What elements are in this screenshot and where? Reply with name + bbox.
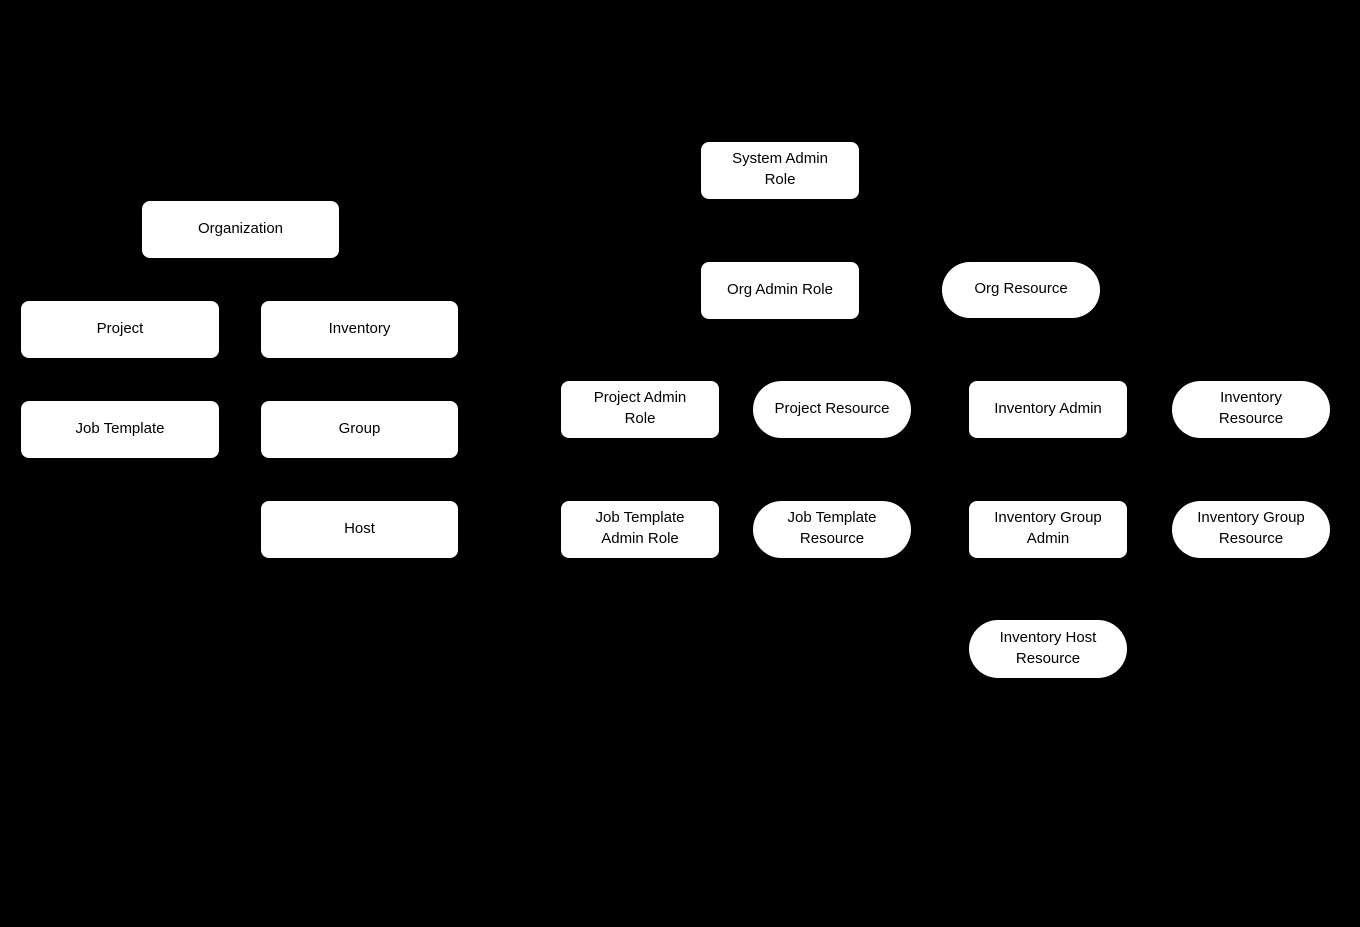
diagram-node-org-admin-role <box>701 262 859 319</box>
node-label: Resource <box>799 530 865 547</box>
node-label: Resource <box>1218 530 1284 547</box>
node-label: Job Template <box>595 509 685 526</box>
diagram-node-inventory <box>261 301 458 358</box>
diagram-node-job-template-admin-role <box>561 501 719 558</box>
node-label: Role <box>764 171 796 188</box>
diagram-node-system-admin-role <box>701 142 859 199</box>
node-label: Group <box>338 419 381 437</box>
diagram-node-inventory-group-admin <box>969 501 1127 558</box>
node-label: Resource <box>1015 649 1081 667</box>
node-label: Inventory <box>328 319 391 337</box>
node-label: Inventory Host <box>999 628 1097 646</box>
node-label: Org Admin Role <box>727 280 833 298</box>
diagram-node-project-admin-role <box>561 381 719 438</box>
node-label: Job Template <box>787 509 877 526</box>
diagram-node-job-template <box>21 401 219 458</box>
node-label: Resource <box>1218 410 1284 427</box>
node-label: Org Resource <box>974 280 1068 297</box>
node-label: Project Admin <box>593 389 687 406</box>
diagram-node-project-resource <box>753 381 911 438</box>
node-label: Admin <box>1026 530 1070 547</box>
node-label: Inventory Admin <box>994 399 1102 417</box>
node-label: Organization <box>197 219 284 237</box>
node-label: Inventory <box>1220 389 1282 406</box>
node-label: Inventory Group <box>1197 509 1305 526</box>
node-label: Project Resource <box>774 399 890 417</box>
diagram-node-org-resource <box>942 262 1100 318</box>
node-label: System Admin <box>732 150 828 167</box>
node-label: Role <box>624 410 656 427</box>
node-label: Inventory Group <box>994 509 1102 526</box>
diagram-node-project <box>21 301 219 358</box>
diagram-node-host <box>261 501 458 558</box>
diagram-node-job-template-resource <box>753 501 911 558</box>
node-label: Admin Role <box>601 530 679 547</box>
node-label: Host <box>344 519 375 537</box>
diagram-node-organization <box>142 201 339 258</box>
node-label: Project <box>96 319 144 337</box>
diagram-node-inventory-host-resource <box>969 620 1127 678</box>
diagram-node-inventory-group-resource <box>1172 501 1330 558</box>
diagram-node-inventory-admin <box>969 381 1127 438</box>
diagram-node-group <box>261 401 458 458</box>
node-label: Job Template <box>75 419 165 437</box>
diagram-node-inventory-resource <box>1172 381 1330 438</box>
